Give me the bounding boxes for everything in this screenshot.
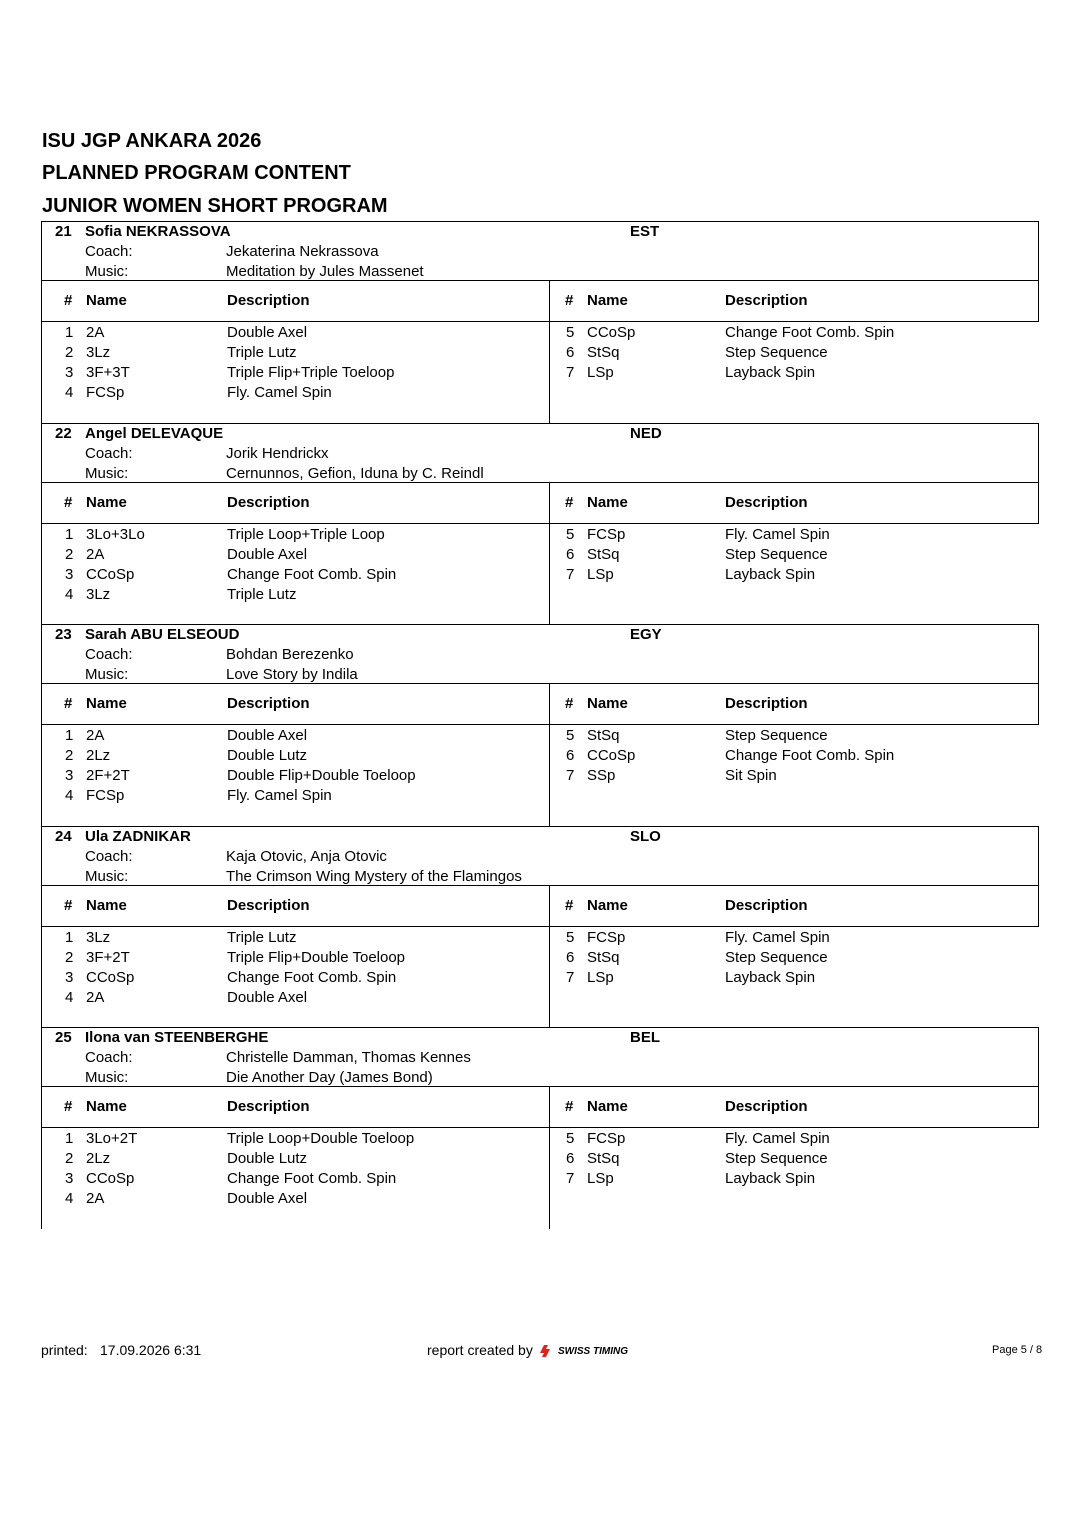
element-row <box>61 566 561 586</box>
music-value: Love Story by Indila <box>226 666 358 684</box>
col-num-header: # <box>64 493 73 511</box>
element-description: Layback Spin <box>725 1170 816 1188</box>
column-divider <box>549 281 550 321</box>
skater-block <box>41 1027 1039 1229</box>
col-desc-header: Description <box>227 1098 310 1116</box>
element-number: 4 <box>65 384 74 401</box>
col-num-header: # <box>64 1098 73 1116</box>
element-row <box>61 747 561 767</box>
element-description: Triple Lutz <box>227 344 297 361</box>
elements-body <box>41 1128 1039 1229</box>
element-number: 7 <box>566 968 575 986</box>
element-description: Change Foot Comb. Spin <box>725 324 895 341</box>
swiss-timing-logo-icon <box>538 1341 650 1359</box>
col-desc-header: Description <box>725 493 808 511</box>
element-number: 5 <box>566 324 575 341</box>
report-title: PLANNED PROGRAM CONTENT <box>42 162 351 184</box>
music-label: Music: <box>85 666 129 684</box>
element-description: Triple Loop+Triple Loop <box>227 525 385 543</box>
element-code: 2Lz <box>86 1150 111 1168</box>
element-row <box>562 929 1062 949</box>
element-description: Fly. Camel Spin <box>725 525 830 543</box>
element-description: Step Sequence <box>725 545 828 563</box>
element-row <box>562 1150 1062 1170</box>
col-desc-header: Description <box>725 896 808 914</box>
col-num-header: # <box>64 695 73 713</box>
element-row <box>562 1130 1062 1150</box>
element-number: 7 <box>566 364 575 381</box>
element-number: 6 <box>566 948 575 966</box>
element-row <box>61 1150 561 1170</box>
element-number: 2 <box>65 1150 74 1168</box>
element-code: 2A <box>86 1190 105 1208</box>
element-number: 7 <box>566 1170 575 1188</box>
element-number: 6 <box>566 344 575 361</box>
category-title: JUNIOR WOMEN SHORT PROGRAM <box>42 195 388 217</box>
skater-name: Sofia NEKRASSOVA <box>85 223 231 240</box>
element-number: 6 <box>566 1150 575 1168</box>
col-desc-header: Description <box>725 1098 808 1116</box>
element-code: 3Lz <box>86 928 111 946</box>
element-row <box>562 969 1062 989</box>
element-row <box>562 727 1062 747</box>
element-row <box>61 324 561 344</box>
music-label: Music: <box>85 867 129 885</box>
element-number: 2 <box>65 344 74 361</box>
elements-body <box>41 322 1039 423</box>
coach-value: Jorik Hendrickx <box>226 444 329 462</box>
skater-header <box>41 221 1039 281</box>
music-value: Cernunnos, Gefion, Iduna by C. Reindl <box>226 464 484 482</box>
element-code: 2A <box>86 324 105 341</box>
element-code: FCSp <box>587 1130 626 1148</box>
element-description: Fly. Camel Spin <box>227 384 332 401</box>
element-number: 6 <box>566 747 575 765</box>
element-number: 5 <box>566 727 575 745</box>
col-desc-header: Description <box>227 695 310 713</box>
element-number: 3 <box>65 565 74 583</box>
skater-block <box>41 826 1039 1028</box>
element-code: 2A <box>86 727 105 745</box>
element-description: Double Axel <box>227 1190 308 1208</box>
element-row <box>562 546 1062 566</box>
skater-header <box>41 423 1039 483</box>
element-number: 2 <box>65 747 74 765</box>
element-row <box>562 364 1062 384</box>
element-description: Double Lutz <box>227 1150 308 1168</box>
start-number: 21 <box>55 223 72 240</box>
coach-label: Coach: <box>85 444 133 462</box>
element-row <box>562 747 1062 767</box>
element-row <box>61 787 561 807</box>
element-description: Double Flip+Double Toeloop <box>227 767 416 785</box>
element-description: Step Sequence <box>725 344 828 361</box>
element-code: CCoSp <box>86 1170 135 1188</box>
element-code: 3Lz <box>86 344 111 361</box>
coach-value: Kaja Otovic, Anja Otovic <box>226 847 387 865</box>
element-row <box>562 949 1062 969</box>
element-row <box>61 526 561 546</box>
column-header-row <box>41 1087 1039 1128</box>
element-code: StSq <box>587 545 620 563</box>
element-description: Triple Loop+Double Toeloop <box>227 1130 415 1148</box>
col-desc-header: Description <box>725 695 808 713</box>
element-row <box>562 566 1062 586</box>
coach-value: Jekaterina Nekrassova <box>226 243 379 260</box>
col-num-header: # <box>565 695 574 713</box>
skater-block <box>41 624 1039 826</box>
skater-name: Ilona van STEENBERGHE <box>85 1029 269 1047</box>
coach-label: Coach: <box>85 243 133 260</box>
skater-name: Angel DELEVAQUE <box>85 424 224 442</box>
element-row <box>562 324 1062 344</box>
col-name-header: Name <box>86 292 127 309</box>
element-number: 7 <box>566 767 575 785</box>
element-number: 4 <box>65 1190 74 1208</box>
element-row <box>61 546 561 566</box>
element-code: StSq <box>587 727 620 745</box>
nation-code: SLO <box>630 827 661 845</box>
element-number: 2 <box>65 948 74 966</box>
col-num-header: # <box>565 493 574 511</box>
element-number: 5 <box>566 928 575 946</box>
element-code: LSp <box>587 364 614 381</box>
element-number: 3 <box>65 364 74 381</box>
element-code: 3Lo+2T <box>86 1130 138 1148</box>
music-label: Music: <box>85 1069 129 1087</box>
swiss-timing-logo <box>538 1341 650 1359</box>
coach-label: Coach: <box>85 847 133 865</box>
column-header-row <box>41 684 1039 725</box>
element-code: CCoSp <box>587 747 636 765</box>
col-desc-header: Description <box>725 292 808 309</box>
element-code: LSp <box>587 1170 614 1188</box>
element-code: FCSp <box>86 384 125 401</box>
column-divider <box>549 886 550 926</box>
element-description: Double Axel <box>227 727 308 745</box>
element-code: 2Lz <box>86 747 111 765</box>
element-description: Change Foot Comb. Spin <box>227 968 397 986</box>
element-code: StSq <box>587 344 620 361</box>
element-row <box>61 1130 561 1150</box>
skater-block <box>41 423 1039 625</box>
col-num-header: # <box>64 292 73 309</box>
element-description: Step Sequence <box>725 1150 828 1168</box>
music-label: Music: <box>85 263 129 280</box>
music-value: Meditation by Jules Massenet <box>226 263 424 280</box>
skater-name: Ula ZADNIKAR <box>85 827 191 845</box>
skater-header <box>41 826 1039 886</box>
skater-block <box>41 221 1039 423</box>
element-description: Triple Flip+Triple Toeloop <box>227 364 395 381</box>
element-description: Fly. Camel Spin <box>227 787 332 805</box>
element-description: Double Lutz <box>227 747 308 765</box>
element-row <box>61 1170 561 1190</box>
element-code: StSq <box>587 948 620 966</box>
element-row <box>61 767 561 787</box>
element-row <box>61 344 561 364</box>
element-description: Change Foot Comb. Spin <box>725 747 895 765</box>
element-number: 2 <box>65 545 74 563</box>
column-divider <box>549 684 550 724</box>
element-number: 1 <box>65 525 74 543</box>
col-desc-header: Description <box>227 493 310 511</box>
element-description: Step Sequence <box>725 948 828 966</box>
element-number: 5 <box>566 1130 575 1148</box>
coach-value: Christelle Damman, Thomas Kennes <box>226 1049 471 1067</box>
skater-header <box>41 624 1039 684</box>
col-num-header: # <box>565 896 574 914</box>
skater-header <box>41 1027 1039 1087</box>
element-number: 1 <box>65 928 74 946</box>
element-row <box>61 989 561 1009</box>
element-number: 4 <box>65 787 74 805</box>
elements-body <box>41 725 1039 826</box>
coach-value: Bohdan Berezenko <box>226 646 354 664</box>
element-description: Change Foot Comb. Spin <box>227 1170 397 1188</box>
element-description: Triple Flip+Double Toeloop <box>227 948 406 966</box>
column-header-row <box>41 483 1039 524</box>
element-description: Fly. Camel Spin <box>725 928 830 946</box>
element-number: 1 <box>65 1130 74 1148</box>
element-code: LSp <box>587 968 614 986</box>
element-code: FCSp <box>587 928 626 946</box>
element-code: 3Lz <box>86 585 111 603</box>
column-divider <box>549 483 550 523</box>
column-header-row <box>41 886 1039 927</box>
element-number: 4 <box>65 988 74 1006</box>
col-name-header: Name <box>86 1098 127 1116</box>
music-label: Music: <box>85 464 129 482</box>
element-code: FCSp <box>86 787 125 805</box>
svg-text:SWISS TIMING: SWISS TIMING <box>558 1346 628 1357</box>
element-row <box>562 1170 1062 1190</box>
element-description: Fly. Camel Spin <box>725 1130 830 1148</box>
element-row <box>562 767 1062 787</box>
element-description: Triple Lutz <box>227 585 297 603</box>
element-number: 4 <box>65 585 74 603</box>
start-number: 23 <box>55 626 72 644</box>
element-number: 7 <box>566 565 575 583</box>
column-divider <box>549 1087 550 1127</box>
nation-code: EGY <box>630 626 662 644</box>
element-description: Double Axel <box>227 988 308 1006</box>
col-name-header: Name <box>587 292 628 309</box>
element-number: 5 <box>566 525 575 543</box>
coach-label: Coach: <box>85 1049 133 1067</box>
element-number: 1 <box>65 324 74 341</box>
event-title: ISU JGP ANKARA 2026 <box>42 130 262 152</box>
element-description: Layback Spin <box>725 364 816 381</box>
nation-code: NED <box>630 424 662 442</box>
elements-body <box>41 524 1039 625</box>
nation-code: BEL <box>630 1029 660 1047</box>
element-description: Sit Spin <box>725 767 777 785</box>
column-header-row <box>41 281 1039 322</box>
col-name-header: Name <box>86 695 127 713</box>
element-row <box>61 586 561 606</box>
col-desc-header: Description <box>227 896 310 914</box>
element-description: Layback Spin <box>725 968 816 986</box>
element-description: Change Foot Comb. Spin <box>227 565 397 583</box>
element-description: Layback Spin <box>725 565 816 583</box>
printed-label: printed: <box>41 1342 88 1358</box>
col-desc-header: Description <box>227 292 310 309</box>
element-code: FCSp <box>587 525 626 543</box>
element-row <box>61 384 561 404</box>
element-description: Triple Lutz <box>227 928 297 946</box>
element-code: 2A <box>86 988 105 1006</box>
element-description: Step Sequence <box>725 727 828 745</box>
element-code: 2F+2T <box>86 767 130 785</box>
element-description: Double Axel <box>227 545 308 563</box>
element-description: Double Axel <box>227 324 308 341</box>
element-code: LSp <box>587 565 614 583</box>
element-row <box>61 949 561 969</box>
start-number: 24 <box>55 827 72 845</box>
col-name-header: Name <box>587 493 628 511</box>
elements-body <box>41 927 1039 1028</box>
element-number: 3 <box>65 767 74 785</box>
col-name-header: Name <box>86 896 127 914</box>
music-value: Die Another Day (James Bond) <box>226 1069 433 1087</box>
element-row <box>61 727 561 747</box>
printed-date: 17.09.2026 6:31 <box>100 1342 202 1358</box>
col-num-header: # <box>565 292 574 309</box>
element-row <box>61 969 561 989</box>
nation-code: EST <box>630 223 660 240</box>
element-code: 2A <box>86 545 105 563</box>
col-num-header: # <box>64 896 73 914</box>
element-number: 1 <box>65 727 74 745</box>
page-number: Page 5 / 8 <box>992 1344 1043 1356</box>
element-number: 3 <box>65 968 74 986</box>
element-code: CCoSp <box>86 968 135 986</box>
start-number: 22 <box>55 424 72 442</box>
element-code: StSq <box>587 1150 620 1168</box>
start-number: 25 <box>55 1029 72 1047</box>
element-row <box>562 526 1062 546</box>
element-code: 3F+2T <box>86 948 130 966</box>
col-num-header: # <box>565 1098 574 1116</box>
element-code: 3F+3T <box>86 364 130 381</box>
music-value: The Crimson Wing Mystery of the Flamingos <box>226 867 522 885</box>
element-number: 6 <box>566 545 575 563</box>
report-created-by: report created by <box>427 1342 533 1358</box>
element-row <box>61 929 561 949</box>
element-code: 3Lo+3Lo <box>86 525 145 543</box>
element-row <box>61 364 561 384</box>
element-code: CCoSp <box>86 565 135 583</box>
element-number: 3 <box>65 1170 74 1188</box>
skater-name: Sarah ABU ELSEOUD <box>85 626 240 644</box>
element-code: CCoSp <box>587 324 636 341</box>
coach-label: Coach: <box>85 646 133 664</box>
element-row <box>562 344 1062 364</box>
col-name-header: Name <box>86 493 127 511</box>
col-name-header: Name <box>587 695 628 713</box>
col-name-header: Name <box>587 1098 628 1116</box>
col-name-header: Name <box>587 896 628 914</box>
element-row <box>61 1190 561 1210</box>
element-code: SSp <box>587 767 616 785</box>
